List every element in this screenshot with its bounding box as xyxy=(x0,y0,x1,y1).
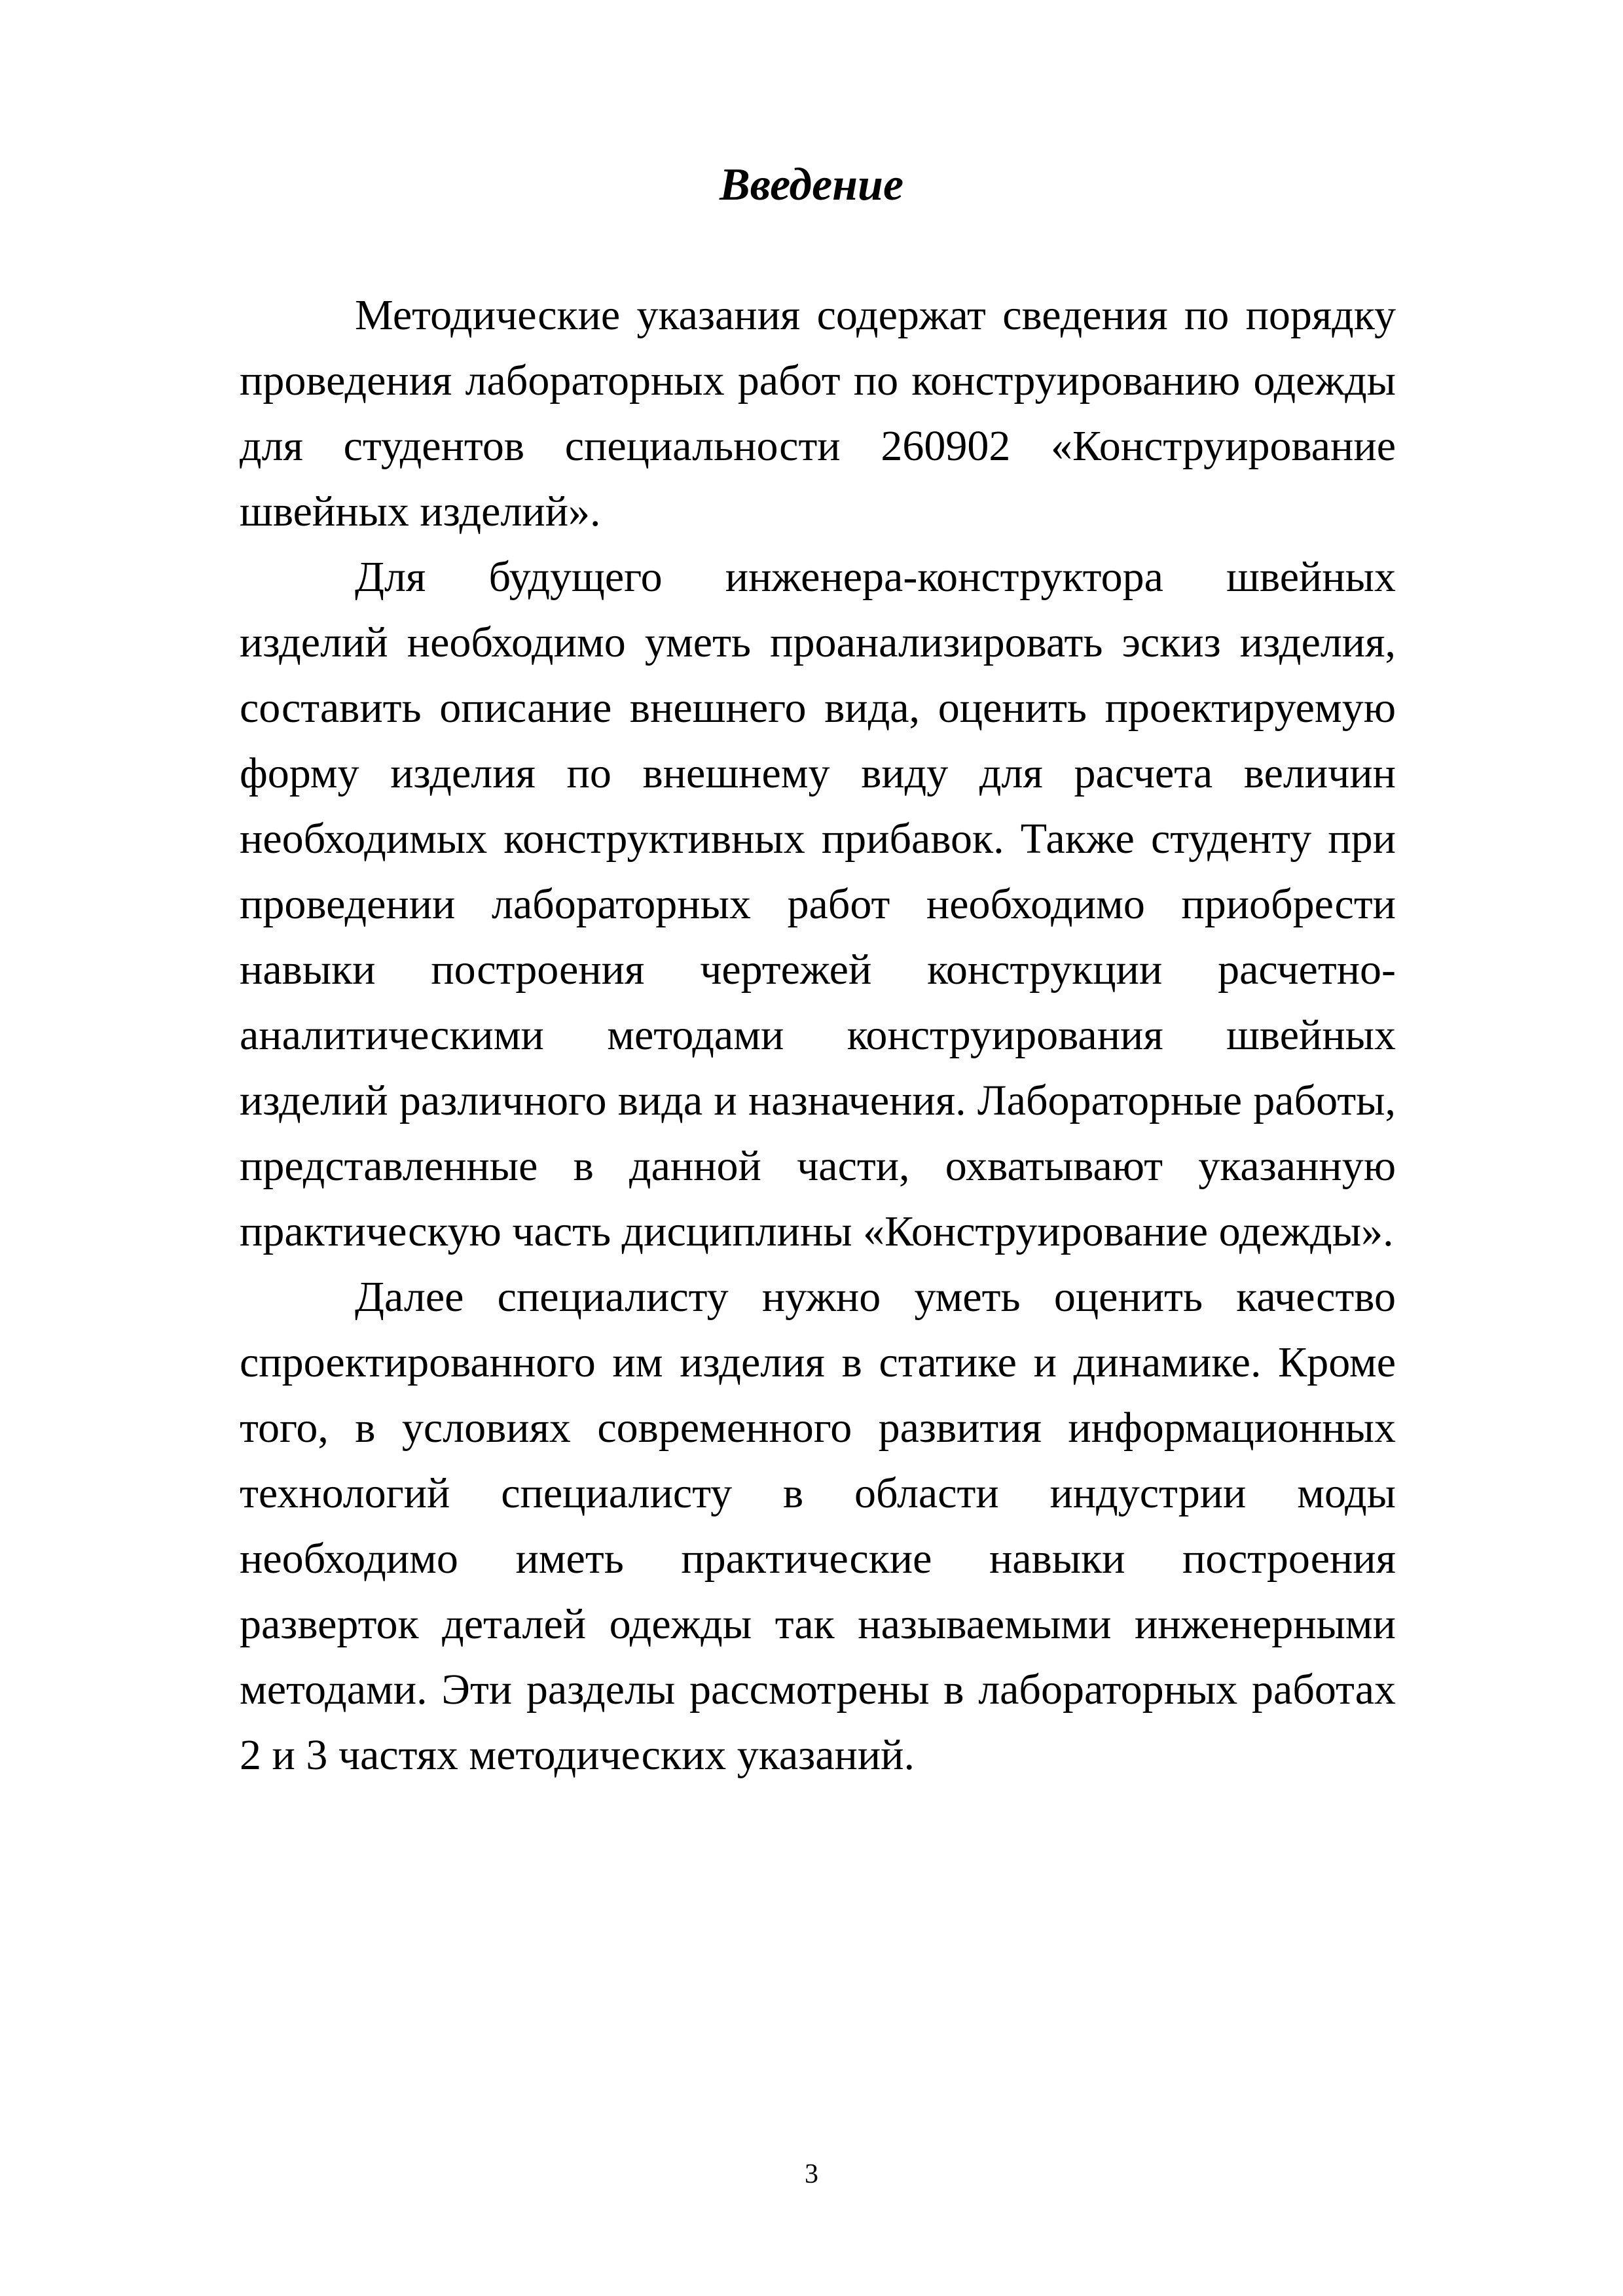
page-title: Введение xyxy=(719,160,904,210)
page-number: 3 xyxy=(805,2159,818,2189)
paragraph-intro: Методические указания содержат сведения по порядку проведения лабораторных работ по конструированию одежды для студентов специальности 260902 «Конструирование швейных изделий». xyxy=(240,291,1396,535)
paragraph-quality-assessment: Далее специалисту нужно уметь оценить качество спроектированного им изделия в статике и динамике. Кроме того, в условиях современного развития информационных технологий специалисту в области индустрии моды необходимо иметь практические навыки построения разверток деталей одежды так называемыми инженерными методами. Эти разделы рассмотрены в лабораторных работах 2 и 3 частях методических указаний. xyxy=(240,1273,1396,1779)
body-text xyxy=(240,283,1396,1788)
paragraph-engineer-skills: Для будущего инженера-конструктора швейных изделий необходимо уметь проанализировать эскиз изделия, составить описание внешнего вида, оценить проектируемую форму изделия по внешнему виду для расчета величин необходимых конструктивных прибавок. Также студенту при проведении лабораторных работ необходимо приобрести навыки построения чертежей конструкции расчетно-аналитическими методами конструирования швейных изделий различного вида и назначения. Лабораторные работы, представленные в данной части, охватывают указанную практическую часть дисциплины «Конструирование одежды». xyxy=(240,553,1396,1255)
